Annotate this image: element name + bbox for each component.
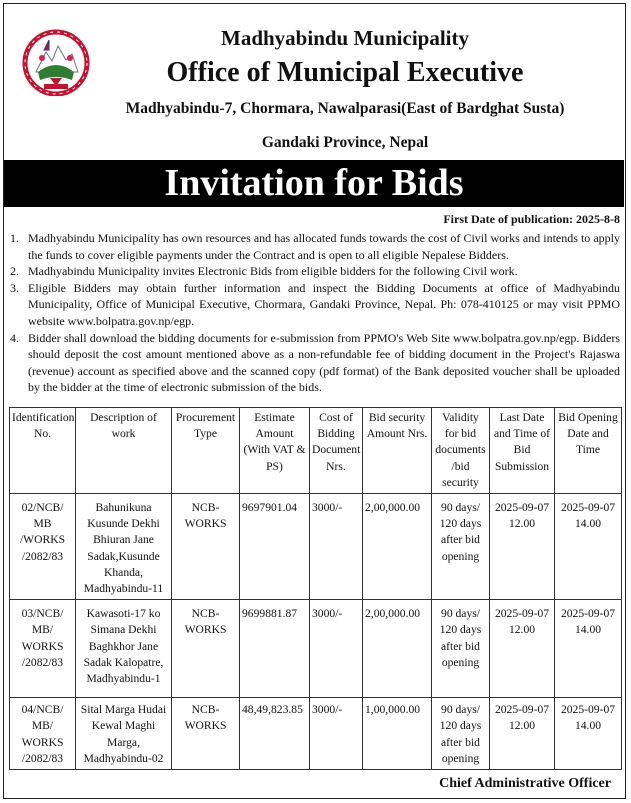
col-header: Validity for bid documents /bid security [432,408,490,494]
notice-title: Invitation for Bids [4,160,624,207]
table-cell: 90 days/ 120 days after bid opening [432,600,490,698]
point-text: Eligible Bidders may obtain further information and inspect the Bidding Documents at office of Madhyabindu Municipality, Office of Municipal Executive, Chormara, Gandaki Province, Nepal. Ph: 078-410125 or may visit PPMO website www.bolpatra.gov.np/egp. [28,280,620,328]
table-cell: NCB-WORKS [172,494,240,600]
table-cell: 2025-09-07 12.00 [490,494,555,600]
province: Gandaki Province, Nepal [261,134,429,151]
table-cell: NCB-WORKS [172,600,240,698]
point-item: 4. Bidder shall download the bidding documents for e-submission from PPMO's Web Site www.bolpatra.gov.np/egp. Bidders should deposit the cost amount mentioned above as a non-refundable fee of bidding document in the Project's Rajaswa (revenue) account as specified above and the scanned copy (pdf format) of the Bank deposited voucher shall be uploaded by the bidder at the time of electronic submission of the bids. [10,330,620,395]
table-cell: Kawasoti-17 ko Simana Dekhi Baghkhor Jane Sadak Kalopatre, Madhyabindu-1 [76,600,172,698]
table-cell: 2025-09-07 12.00 [490,698,555,770]
signature: Chief Administrative Officer [439,776,611,791]
table-cell: Sital Marga Hudai Kewal Maghi Marga, Madhyabindu-02 [76,698,172,770]
col-header: Description of work [76,408,172,494]
point-text: Madhyabindu Municipality invites Electronic Bids from eligible bidders for the following Civil work. [28,264,518,279]
table-cell: 03/NCB/ MB/ WORKS /2082/83 [10,600,76,698]
col-header: Bid Opening Date and Time [555,408,622,494]
col-header: Last Date and Time of Bid Submission [490,408,555,494]
table-row [10,494,622,600]
office-name: Office of Municipal Executive [166,57,524,88]
table-cell: 9697901.04 [240,494,310,600]
table-cell: 2025-09-07 14.00 [555,600,622,698]
table-cell: 02/NCB/ MB /WORKS /2082/83 [10,494,76,600]
table-cell: 90 days/ 120 days after bid opening [432,698,490,770]
table-cell: 1,00,000.00 [363,698,432,770]
table-cell: 48,49,823.85 [240,698,310,770]
point-item: 1. Madhyabindu Municipality has own resources and has allocated funds towards the cost of Civil works and intends to apply the funds to cover eligible payments under the Contract and is open to all eligible Nepalese Bidders. [10,231,620,262]
col-header: Estimate Amount (With VAT & PS) [240,408,310,494]
table-cell: 90 days/ 120 days after bid opening [432,494,490,600]
table-cell: 2025-09-07 14.00 [555,494,622,600]
point-text: Bidder shall download the bidding documents for e-submission from PPMO's Web Site www.bolpatra.gov.np/egp. Bidders should deposit the cost amount mentioned above as a non-refundable fee of bidding document in the Project's Rajaswa (revenue) account as specified above and the scanned copy (pdf format) of the Bank deposited voucher shall be uploaded by the bidder at the time of electronic submission of the bids. [28,330,620,395]
nepal-emblem-icon [22,28,90,96]
point-item: 2. Madhyabindu Municipality invites Electronic Bids from eligible bidders for the following Civil work. [10,263,620,280]
table-row [10,600,622,698]
point-item: 3. Eligible Bidders may obtain further information and inspect the Bidding Documents at office of Madhyabindu Municipality, Office of Municipal Executive, Chormara, Gandaki Province, Nepal. Ph: 078-410125 or may visit PPMO website www.bolpatra.gov.np/egp. [10,280,620,328]
table-cell: 9699881.87 [240,600,310,698]
table-cell: 3000/- [310,600,363,698]
table-cell: 2025-09-07 14.00 [555,698,622,770]
office-address: Madhyabindu-7, Chormara, Nawalparasi(East of Bardghat Susta) [125,100,565,117]
bids-table [9,407,622,770]
table-cell: Bahunikuna Kusunde Dekhi Bhiuran Jane Sadak,Kusunde Khanda, Madhyabindu-11 [76,494,172,600]
table-header-row [10,408,622,494]
table-cell: 3000/- [310,494,363,600]
col-header: Procurement Type [172,408,240,494]
table-row [10,698,622,770]
table-cell: NCB-WORKS [172,698,240,770]
table-cell: 2025-09-07 12.00 [490,600,555,698]
col-header: Bid security Amount Nrs. [363,408,432,494]
point-text: Madhyabindu Municipality has own resources and has allocated funds towards the cost of Civil works and intends to apply the funds to cover eligible payments under the Contract and is open to all eligible Nepalese Bidders. [28,231,620,262]
col-header: Identification No. [10,408,76,494]
municipality-name: Madhyabindu Municipality [221,26,469,50]
table-cell: 2,00,000.00 [363,494,432,600]
publication-date: First Date of publication: 2025-8-8 [443,212,620,226]
notice-points [10,230,620,396]
table-cell: 3000/- [310,698,363,770]
table-cell: 04/NCB/ MB/ WORKS /2082/83 [10,698,76,770]
col-header: Cost of Bidding Document Nrs. [310,408,363,494]
table-cell: 2,00,000.00 [363,600,432,698]
